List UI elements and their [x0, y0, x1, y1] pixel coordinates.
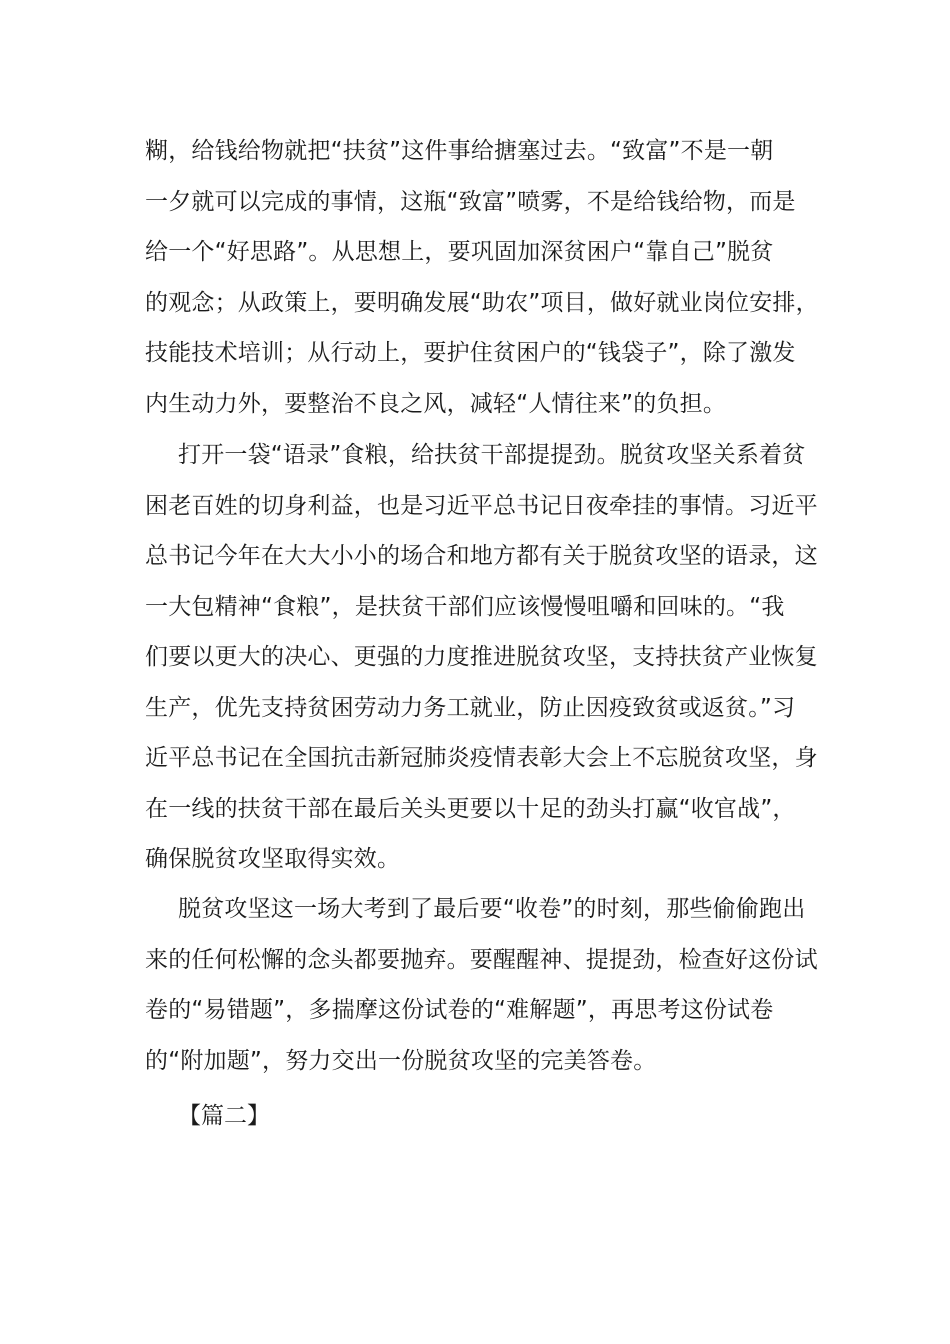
paragraph-line: 近平总书记在全国抗击新冠肺炎疫情表彰大会上不忘脱贫攻坚，身	[145, 745, 818, 771]
paragraph-line: 卷的“易错题”，多揣摩这份试卷的“难解题”，再思考这份试卷	[145, 997, 774, 1023]
paragraph-line: 的观念；从政策上，要明确发展“助农”项目，做好就业岗位安排，	[145, 289, 819, 316]
paragraph-line: 们要以更大的决心、更强的力度推进脱贫攻坚，支持扶贫产业恢复	[145, 644, 818, 670]
paragraph-line: 技能技术培训；从行动上，要护住贫困户的“钱袋子”，除了激发	[145, 340, 796, 366]
paragraph-3	[145, 884, 818, 1086]
paragraph-line: 一夕就可以完成的事情，这瓶“致富”喷雾，不是给钱给物，而是	[145, 188, 796, 215]
paragraph-line: 脱贫攻坚这一场大考到了最后要“收卷”的时刻，那些偷偷跑出	[178, 896, 806, 922]
paragraph-2	[145, 430, 818, 885]
paragraph-line: 生产，优先支持贫困劳动力务工就业，防止因疫致贫或返贫。”习	[145, 694, 796, 721]
paragraph-line: 在一线的扶贫干部在最后关头更要以十足的劲头打赢“收官战”，	[145, 795, 796, 822]
paragraph-line: 给一个“好思路”。从思想上，要巩固加深贫困户“靠自己”脱贫	[145, 239, 774, 265]
paragraph-line: 一大包精神“食粮”，是扶贫干部们应该慢慢咀嚼和回味的。“我	[145, 593, 785, 620]
paragraph-line: 打开一袋“语录”食粮，给扶贫干部提提劲。脱贫攻坚关系着贫	[178, 442, 806, 468]
paragraph-line: 的“附加题”，努力交出一份脱贫攻坚的完美答卷。	[145, 1047, 657, 1074]
paragraph-line: 来的任何松懈的念头都要抛弃。要醒醒神、提提劲，检查好这份试	[145, 946, 818, 973]
paragraph-line: 总书记今年在大大小小的场合和地方都有关于脱贫攻坚的语录，这	[145, 543, 818, 569]
section-heading: 【篇二】	[178, 1103, 270, 1129]
paragraph-1	[145, 126, 819, 429]
paragraph-line: 内生动力外，要整治不良之风，减轻“人情往来”的负担。	[145, 390, 727, 417]
paragraph-line: 确保脱贫攻坚取得实效。	[145, 846, 401, 872]
paragraph-line: 糊，给钱给物就把“扶贫”这件事给搪塞过去。“致富”不是一朝	[145, 138, 774, 164]
paragraph-line: 困老百姓的切身利益，也是习近平总书记日夜牵挂的事情。习近平	[145, 492, 818, 519]
